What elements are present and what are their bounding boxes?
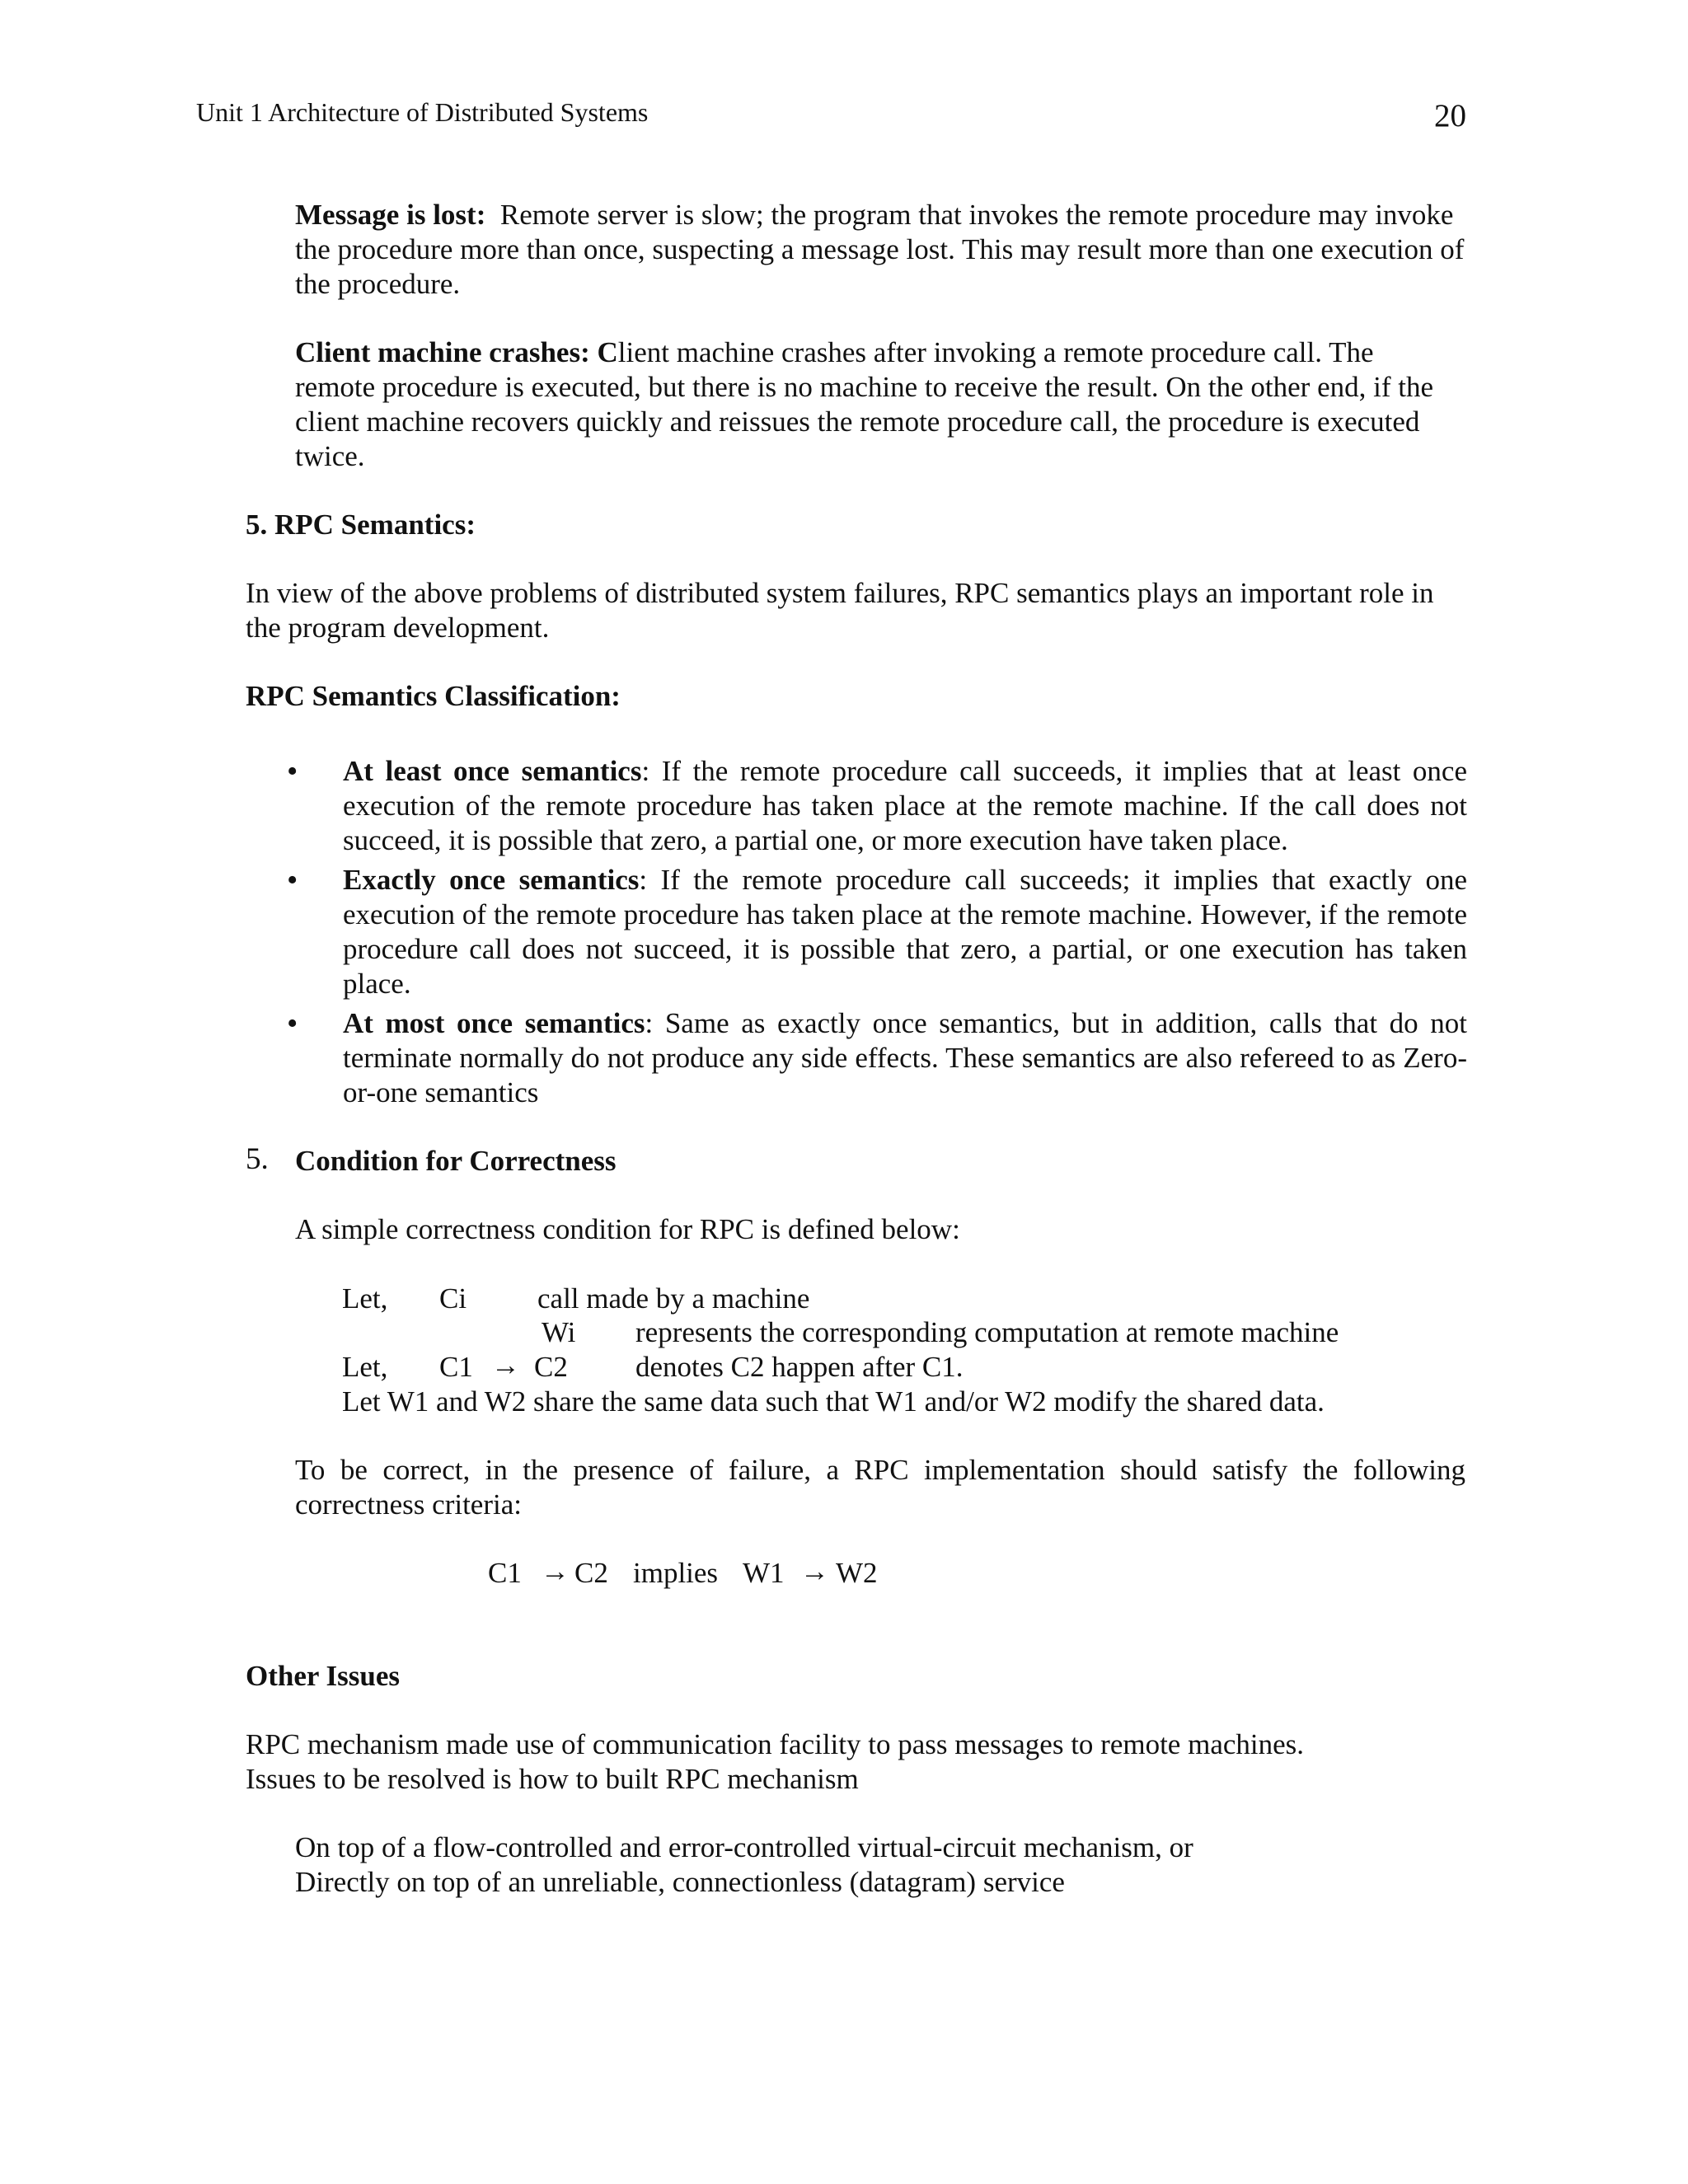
bullet-icon: • <box>287 1006 298 1041</box>
semantics-description: : Same as exactly once semantics, but in addition, calls that do not terminate normally do not produce any side effects. These semantics are also refereed to as Zero-or-one semantics <box>343 1007 1467 1108</box>
formula-w2: W2 <box>836 1557 878 1589</box>
message-lost-text: Remote server is slow; the program that invokes the remote procedure may invoke the procedure more than once, suspecting a message lost. This may result more than one execution of the procedure. <box>295 199 1465 300</box>
correctness-intro: A simple correctness condition for RPC is defined below: <box>295 1213 960 1245</box>
list-item <box>287 754 1467 858</box>
option-2: Directly on top of an unreliable, connectionless (datagram) service <box>295 1866 1065 1898</box>
page-number: 20 <box>1434 98 1466 134</box>
def4-text: Let W1 and W2 share the same data such that W1 and/or W2 modify the shared data. <box>342 1385 1325 1418</box>
client-crash-label: Client machine crashes: <box>295 336 590 368</box>
formula-implies: implies <box>633 1557 719 1589</box>
classification-heading: RPC Semantics Classification: <box>246 680 621 712</box>
def1-description: call made by a machine <box>537 1282 810 1315</box>
list-item <box>287 1006 1467 1110</box>
option-1: On top of a flow-controlled and error-controlled virtual-circuit mechanism, or <box>295 1831 1193 1863</box>
bullet-icon: • <box>287 754 298 789</box>
client-crash-paragraph <box>295 335 1449 474</box>
bullet-icon: • <box>287 863 298 898</box>
def1-symbol: Ci <box>439 1282 467 1315</box>
semantics-description: : If the remote procedure call succeeds, it implies that at least once execution of the remote procedure has taken place at the remote machine. If the call does not succeed, it is possible that zero, a partial one, or more execution have taken place. <box>343 755 1467 856</box>
other-issues-line-2: Issues to be resolved is how to built RPC mechanism <box>246 1763 859 1795</box>
list-item <box>287 863 1467 1001</box>
arrow-icon: → <box>491 1349 520 1381</box>
formula-w1: W1 <box>743 1557 785 1589</box>
def2-symbol: Wi <box>542 1316 576 1348</box>
semantics-term: At least once semantics <box>343 755 642 787</box>
other-issues-heading: Other Issues <box>246 1660 401 1692</box>
def3-description: denotes C2 happen after C1. <box>635 1351 964 1383</box>
client-crash-text: lient machine crashes after invoking a remote procedure call. The remote procedure is executed, but there is no machine to receive the result. On the other end, if the client machine recovers quickly and reissues the remote procedure call, the procedure is executed twice. <box>295 336 1433 472</box>
def2-description: represents the corresponding computation at remote machine <box>635 1316 1339 1348</box>
def1-let: Let, <box>342 1282 388 1315</box>
client-crash-label-tail: C <box>597 336 618 368</box>
semantics-term: At most once semantics <box>343 1007 645 1039</box>
semantics-term: Exactly once semantics <box>343 864 640 896</box>
correctness-heading: Condition for Correctness <box>295 1145 617 1177</box>
arrow-icon: → <box>541 1555 570 1587</box>
message-lost-label: Message is lost: <box>295 199 486 231</box>
formula-c1: C1 <box>488 1557 522 1589</box>
running-header: Unit 1 Architecture of Distributed Systems <box>196 97 649 127</box>
criteria-paragraph: To be correct, in the presence of failure, a RPC implementation should satisfy the following correctness criteria: <box>295 1454 1465 1521</box>
arrow-icon: → <box>800 1555 829 1587</box>
rpc-semantics-heading: 5. RPC Semantics: <box>246 509 476 541</box>
correctness-number: 5. <box>246 1142 269 1176</box>
semantics-list <box>287 754 1467 1110</box>
message-lost-paragraph <box>295 198 1465 302</box>
semantics-description: : If the remote procedure call succeeds; it implies that exactly one execution of the remote procedure has taken place at the remote machine. However, if the remote procedure call does not succeed, it is possible that zero, a partial, or one execution has taken place. <box>343 864 1467 1000</box>
formula-c2: C2 <box>574 1557 608 1589</box>
other-issues-line-1: RPC mechanism made use of communication facility to pass messages to remote machines. <box>246 1728 1305 1760</box>
def3-let: Let, <box>342 1351 388 1383</box>
def3-symbol-2: C2 <box>534 1351 568 1383</box>
def3-symbol: C1 <box>439 1351 473 1383</box>
rpc-semantics-intro: In view of the above problems of distributed system failures, RPC semantics plays an important role in the program development. <box>246 577 1434 644</box>
